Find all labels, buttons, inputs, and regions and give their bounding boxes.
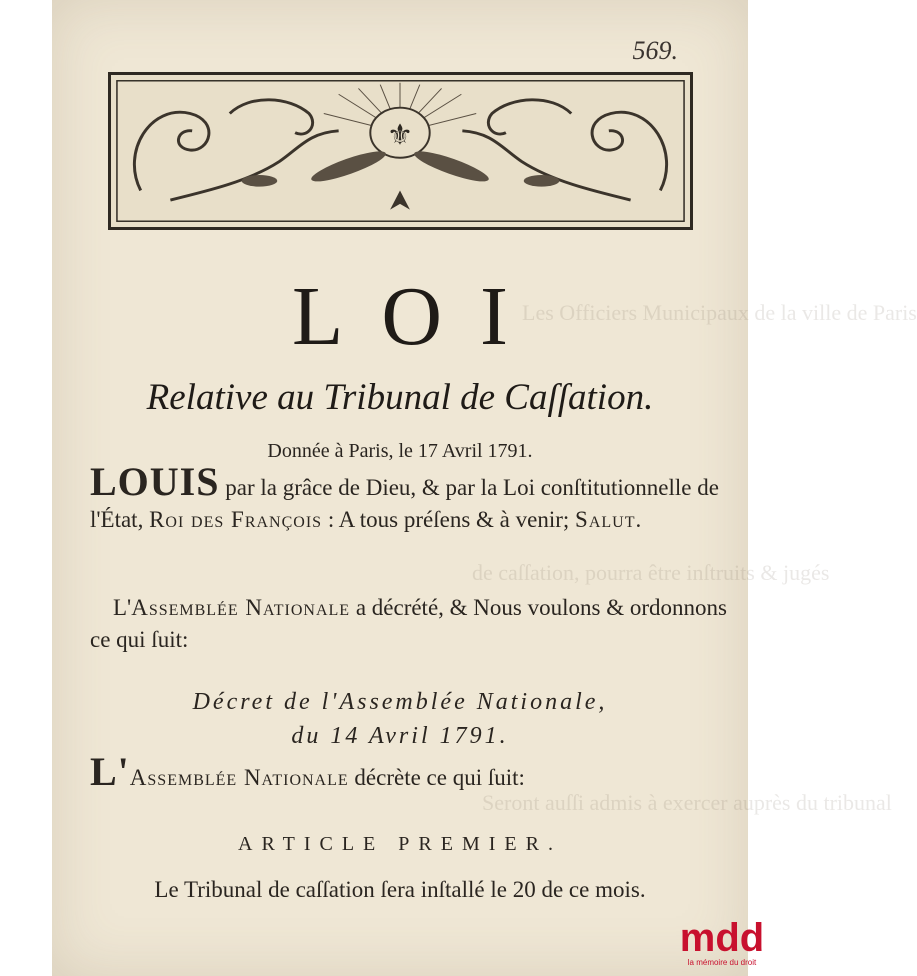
decree-heading-line1: Décret de l'Assemblée Nationale, [192,689,608,715]
assembly-decrees-paragraph [90,749,730,794]
assembly-decrees-text: décrète ce qui ſuit: [348,765,525,790]
assembly-prefix: L' [113,595,132,620]
document-page [52,0,917,976]
bleed-through-text: de caſſation, pourra être inſtruits & jugés [472,560,830,585]
logo-tagline: la mémoire du droit [687,958,757,967]
decree-heading-line2: du 14 Avril 1791. [291,723,509,749]
ornamental-headpiece [108,72,693,230]
assembly-name: Assemblée Nationale [131,595,351,620]
article-heading: ARTICLE PREMIER. [238,833,562,855]
assembly-decree-paragraph [90,592,730,656]
date-line: Donnée à Paris, le 17 Avril 1791. [267,440,533,462]
fleur-de-lis-ornament-icon [111,75,690,227]
intro-paragraph [90,459,720,536]
dropcap-l: L' [90,749,130,794]
salut: Salut. [575,507,643,532]
bleed-through-text: Les Officiers Municipaux de la ville de Paris [522,300,917,325]
folio-number: 569. [632,36,678,65]
assembly-name-2: Assemblée Nationale [129,765,349,790]
intro-text-b: : A tous préſens & à venir; [322,507,576,532]
logo-word: mdd [679,916,765,960]
intro-text-a: par la grâce de Dieu, & par la Loi conſtitutionnelle de l'État, [90,475,719,532]
article-text: Le Tribunal de caſſation ſera inſtallé le 20 de ce mois. [154,877,646,902]
page-title: LOI [292,270,546,363]
assembly-decree-text: a décrété, & Nous voulons & ordonnons ce qui ſuit: [90,595,727,652]
king-title: Roi des François [149,507,323,532]
mdd-logo [672,918,772,976]
svg-text:⚜: ⚜ [386,117,414,152]
bleed-through-text: Seront auſſi admis à exercer auprès du tribunal [482,790,892,815]
dropcap-louis: LOUIS [90,459,220,504]
page-subtitle: Relative au Tribunal de Caſſation. [146,377,654,418]
decree-heading [52,685,748,753]
